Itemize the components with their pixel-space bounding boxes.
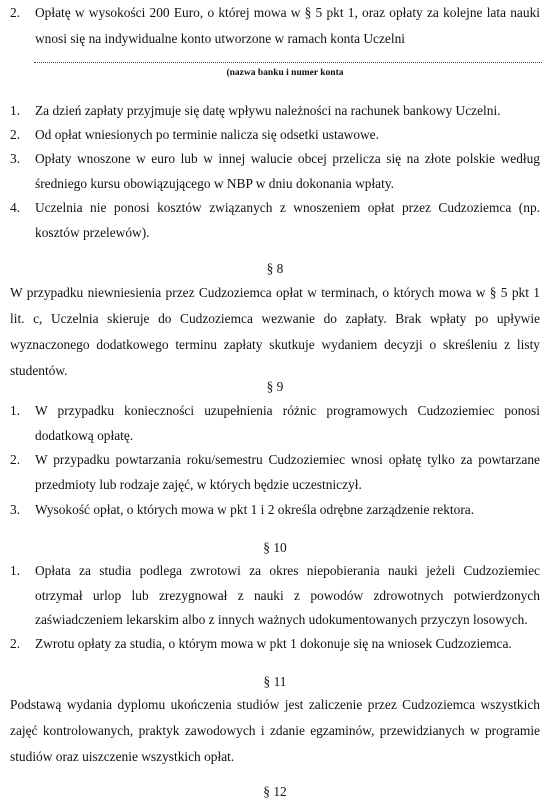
bank-caption: (nazwa banku i numer konta — [226, 68, 344, 78]
item-text: Za dzień zapłaty przyjmuje się datę wpływu należności na rachunek bankowy Uczelni. — [35, 103, 501, 118]
list-item — [10, 559, 540, 633]
list-item — [10, 632, 540, 657]
item-number: 1. — [10, 563, 21, 578]
bank-account-blank-line — [34, 62, 542, 63]
item-text: Uczelnia nie ponosi kosztów związanych z wnoszeniem opłat przez Cudzoziemca (np. kosztów przelewów). — [35, 200, 540, 240]
section-heading-11: § 11 — [263, 674, 287, 689]
item-number: 4. — [10, 200, 21, 215]
item-text: Opłaty wnoszone w euro lub w innej walucie obcej przelicza się na złote polskie według średniego kursu obowiązującego w NBP w dniu dokonania wpłaty. — [35, 151, 540, 191]
section-heading-8: § 8 — [266, 261, 284, 276]
section-11-paragraph: Podstawą wydania dyplomu ukończenia studiów jest zaliczenie przez Cudzoziemca wszystkich zajęć kontrolowanych, praktyk zawodowych i zdanie egzaminów, przewidzianych w programie studiów oraz uiszczenie wszystkich opłat. — [10, 697, 540, 764]
list-item — [10, 399, 540, 448]
item-number: 3. — [10, 502, 21, 517]
item-number: 2. — [10, 127, 21, 142]
item-number: 2. — [10, 452, 21, 467]
section-heading-10: § 10 — [263, 540, 287, 555]
section-heading-12: § 12 — [263, 784, 287, 799]
item-text: Opłatę w wysokości 200 Euro, o której mowa w § 5 pkt 1, oraz opłaty za kolejne lata nauki wnosi się na indywidualne konto utworzone w ramach konta Uczelni — [35, 5, 540, 46]
item-text: Zwrotu opłaty za studia, o którym mowa w pkt 1 dokonuje się na wniosek Cudzoziemca. — [35, 636, 512, 651]
item-number: 3. — [10, 151, 21, 166]
item-number: 1. — [10, 103, 21, 118]
item-text: W przypadku powtarzania roku/semestru Cudzoziemiec wnosi opłatę tylko za powtarzane przedmioty lub rodzaje zajęć, w których będzie uczestniczył. — [35, 452, 540, 492]
item-number: 2. — [10, 636, 21, 651]
list-item — [10, 99, 540, 124]
list-item — [10, 448, 540, 497]
item-text: Opłata za studia podlega zwrotowi za okres niepobierania nauki jeżeli Cudzoziemiec otrzymał urlop lub zrezygnował z nauki z powodów zdrowotnych potwierdzonych zaświadczeniem lekarskim albo z innych ważnych udokumentowanych przyczyn losowych. — [35, 563, 540, 627]
list-item — [10, 0, 540, 52]
list-item — [10, 123, 540, 148]
item-text: Wysokość opłat, o których mowa w pkt 1 i 2 określa odrębne zarządzenie rektora. — [35, 502, 475, 517]
list-item — [10, 147, 540, 196]
item-number: 2. — [10, 5, 21, 20]
list-item — [10, 498, 540, 523]
section-heading-9: § 9 — [266, 379, 284, 394]
item-number: 1. — [10, 403, 21, 418]
item-text: Od opłat wniesionych po terminie nalicza się odsetki ustawowe. — [35, 127, 379, 142]
section-8-paragraph: W przypadku niewniesienia przez Cudzoziemca opłat w terminach, o których mowa w § 5 pkt 1 lit. c, Uczelnia skieruje do Cudzoziemca wezwanie do zapłaty. Brak wpłaty po upływie wyznaczonego dodatkowego terminu zapłaty skutkuje wydaniem decyzji o skreśleniu z listy studentów. — [10, 285, 540, 378]
item-text: W przypadku konieczności uzupełnienia różnic programowych Cudzoziemiec ponosi dodatkową opłatę. — [35, 403, 540, 443]
list-item — [10, 196, 540, 245]
